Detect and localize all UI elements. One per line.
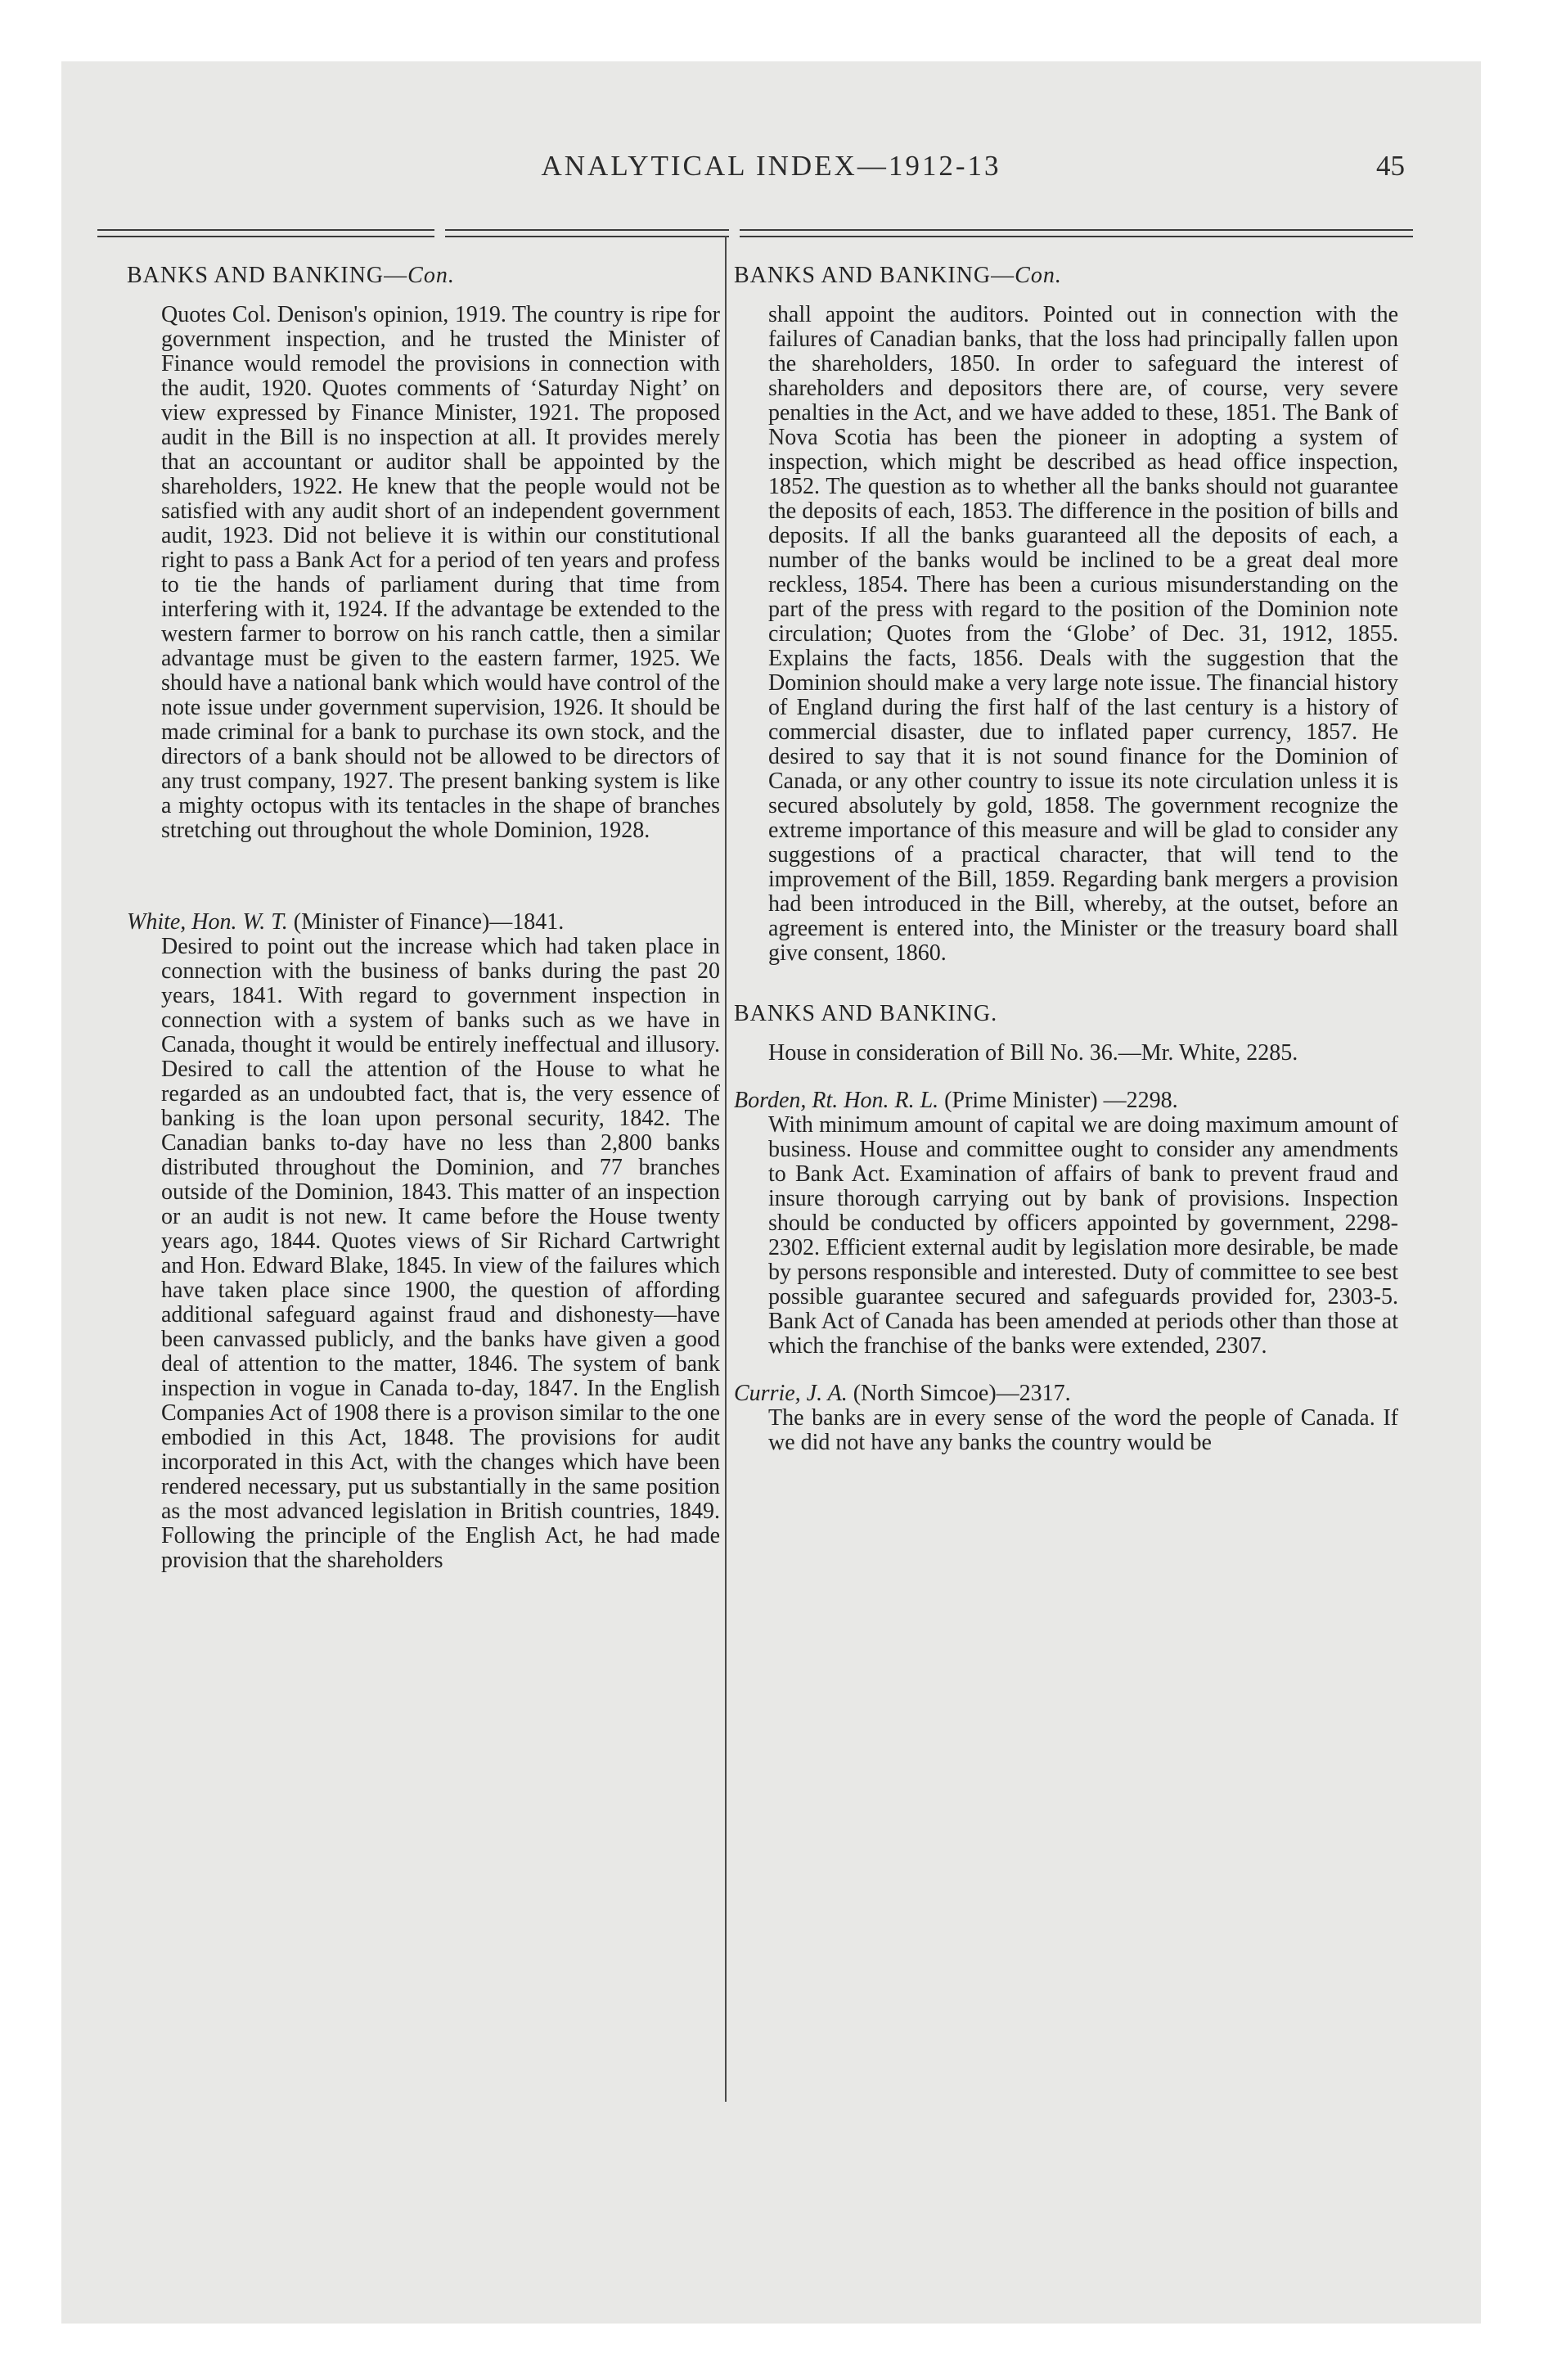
speaker-role: (North Simcoe)—2317. [847, 1381, 1071, 1406]
right-section-heading [734, 264, 1398, 288]
white-continued-text: shall appoint the auditors. Pointed out in connection with the failures of Canadian banks, that the loss had principally fallen upon the shareholders, 1850. In order to safeguard the interest of shareholders and depositors there are, of course, very severe penalties in the Act, and we have added to these, 1851. The Bank of Nova Scotia has been the pioneer in adopting a system of inspection, which might be described as head office inspection, 1852. The question as to whether all the banks should not guarantee the deposits of each, 1853. The difference in the position of bills and deposits. If all the banks guaranteed all the deposits of each, a number of the banks would be inclined to be a great deal more reckless, 1854. There has been a curious misunderstanding on the part of the press with regard to the position of the Dominion note circulation; Quotes from the ‘Globe’ of Dec. 31, 1912, 1855. Explains the facts, 1856. Deals with the suggestion that the Dominion should make a very large note issue. The financial history of England during the first half of the last century is a history of commercial disaster, due to inflated paper currency, 1857. He desired to say that it is not sound finance for the Dominion of Canada, or any other country to issue its note circulation unless it is secured absolutely by gold, 1858. The government recognize the extreme importance of this measure and will be glad to consider any suggestions of a practical character, that will tend to the improvement of the Bill, 1859. Regarding bank mergers a provision had been introduced in the Bill, whereby, at the outset, before an agreement is entered into, the Minister or the treasury board shall give consent, 1860. [768, 302, 1398, 966]
borden-entry-text: With minimum amount of capital we are doing maximum amount of business. House and committee ought to consider any amendments to Bank Act. Examination of affairs of bank to prevent fraud and insure thorough carrying out by bank of provisions. Inspection should be conducted by officers appointed by government, 2298-2302. Efficient external audit by legislation more desirable, be made by persons responsible and interested. Duty of committee to see best possible guarantee secured and safeguards provided for, 2303-5. Bank Act of Canada has been amended at periods other than those at which the franchise of the banks were extended, 2307. [768, 1112, 1398, 1359]
speaker-name: Borden, Rt. Hon. R. L. [734, 1088, 939, 1113]
heading-continued: Con. [1015, 263, 1062, 288]
white-entry-text: Desired to point out the increase which had taken place in connection with the business of banks during the past 20 years, 1841. With regard to government inspection in connection with a system of banks such as we have in Canada, thought it would be entirely ineffectual and illusory. Desired to call the attention of the House to what he regarded as an undoubted fact, that is, the very essence of banking is the loan upon personal security, 1842. The Canadian banks to-day have no less than 2,800 banks distributed throughout the Dominion, and 77 branches outside of the Dominion, 1843. This matter of an inspection or an audit is not new. It came before the House twenty years ago, 1844. Quotes views of Sir Richard Cartwright and Hon. Edward Blake, 1845. In view of the failures which have taken place since 1900, the question of affording additional safeguard against fraud and dishonesty—have been canvassed publicly, and the banks have given a good deal of attention to the matter, 1846. The system of bank inspection in vogue in Canada to-day, 1847. In the English Companies Act of 1908 there is a provison similar to the one embodied in this Act, 1848. The provisions for audit incorporated in this Act, with the changes which have been rendered necessary, put us substantially in the same position as the most advanced legislation in British countries, 1849. Following the principle of the English Act, he had made provision that the shareholders [161, 934, 720, 1573]
header-rule-left [97, 229, 434, 239]
speaker-borden-heading [734, 1089, 1398, 1113]
page-number: 45 [1376, 150, 1405, 182]
speaker-role: (Prime Minister) —2298. [938, 1088, 1178, 1113]
scanned-page [61, 61, 1481, 2324]
speaker-name: Currie, J. A. [734, 1381, 848, 1406]
speaker-name: White, Hon. W. T. [127, 909, 288, 935]
denison-entry-text: Quotes Col. Denison's opinion, 1919. The country is ripe for government inspection, and he trusted the Minister of Finance would remodel the provisions in connection with the audit, 1920. Quotes comments of ‘Saturday Night’ on view expressed by Finance Minister, 1921. The proposed audit in the Bill is no inspection at all. It provides merely that an accountant or auditor shall be appointed by the shareholders, 1922. He knew that the people would not be satisfied with any audit short of an independent government audit, 1923. Did not believe it is within our constitutional right to pass a Bank Act for a period of ten years and profess to tie the hands of parliament during that time from interfering with it, 1924. If the advantage be extended to the western farmer to borrow on his ranch cattle, then a similar advantage must be given to the eastern farmer, 1925. We should have a national bank which would have control of the note issue under government supervision, 1926. It should be made criminal for a bank to purchase its own stock, and the directors of a bank should not be allowed to be directors of any trust company, 1927. The present banking system is like a mighty octopus with its tentacles in the shape of branches stretching out throughout the whole Dominion, 1928. [161, 302, 720, 843]
running-title: ANALYTICAL INDEX—1912-13 [541, 150, 1001, 182]
speaker-role: (Minister of Finance)—1841. [287, 909, 565, 935]
page-content [61, 61, 1481, 2324]
heading-continued: Con. [407, 263, 455, 288]
left-column [127, 264, 720, 1573]
house-consideration-line: House in consideration of Bill No. 36.—Mr. White, 2285. [768, 1040, 1298, 1066]
right-column [734, 264, 1398, 1455]
banks-banking-heading: BANKS AND BANKING. [734, 1001, 998, 1026]
speaker-white-heading [127, 910, 720, 935]
speaker-currie-heading [734, 1382, 1398, 1406]
currie-entry-text: The banks are in every sense of the word the people of Canada. If we did not have any banks the country would be [768, 1405, 1398, 1455]
left-section-heading [127, 264, 720, 288]
heading-text: BANKS AND BANKING— [127, 263, 408, 288]
heading-text: BANKS AND BANKING— [734, 263, 1015, 288]
header-rule-middle [445, 229, 729, 239]
column-divider [725, 236, 727, 2102]
header-rule-right [740, 229, 1413, 239]
